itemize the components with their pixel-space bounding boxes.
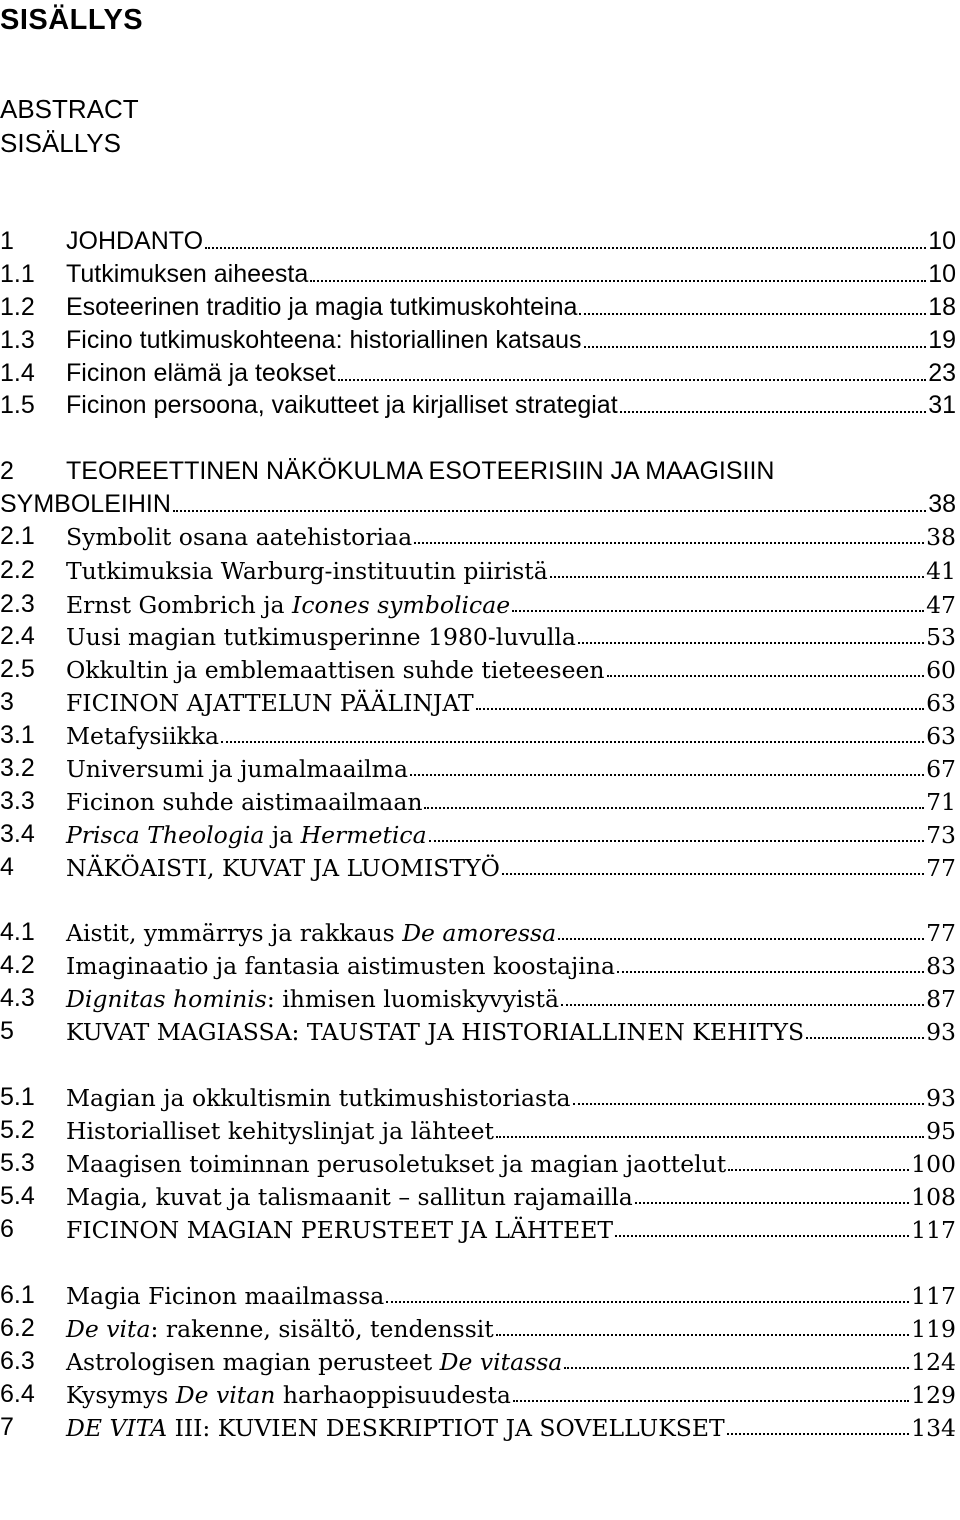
toc-dot-leader (584, 346, 927, 348)
toc-entry-page-number: 23 (928, 359, 956, 387)
toc-entry[interactable] (0, 914, 956, 947)
toc-entry-title (66, 623, 576, 651)
toc-entry-title-part: Uusi magian tutkimusperinne 1980-luvulla (66, 623, 576, 651)
toc-dot-leader (173, 510, 926, 512)
toc-entry-title-part: JOHDANTO (66, 227, 204, 255)
toc-entry-page-number: 71 (926, 788, 956, 816)
toc-entry-title-italic: De vita (66, 1315, 151, 1343)
toc-entry[interactable] (0, 223, 956, 256)
toc-entry-page-number: 19 (928, 326, 956, 354)
toc-entry-number: 5.3 (0, 1149, 35, 1177)
toc-entry[interactable] (0, 1409, 956, 1442)
toc-entry-page-number: 60 (926, 656, 956, 684)
toc-entry-title-part: NÄKÖAISTI, KUVAT JA LUOMISTYÖ (66, 854, 500, 882)
toc-dot-leader (410, 774, 924, 776)
toc-entry-title (66, 457, 774, 486)
toc-entry-number: 6.1 (0, 1281, 35, 1309)
toc-entry[interactable] (0, 750, 956, 783)
toc-dot-leader (727, 1433, 909, 1435)
toc-entry-title-part: Magia Ficinon maailmassa (66, 1282, 385, 1310)
toc-entry-page-number: 95 (926, 1117, 956, 1145)
toc-dot-leader (338, 379, 927, 381)
toc-entry-title (66, 854, 500, 882)
toc-entry-page-number: 63 (926, 689, 956, 717)
toc-entry[interactable] (0, 980, 956, 1013)
toc-entry-title-part: Symbolit osana aatehistoriaa (66, 523, 413, 551)
toc-entry-title-part: Imaginaatio ja fantasia aistimusten koostajina (66, 952, 615, 980)
toc-entry-title (66, 391, 618, 420)
toc-entry-number: 6.2 (0, 1314, 35, 1342)
toc-entry-title (66, 1018, 804, 1046)
toc-entry[interactable] (0, 355, 956, 388)
toc-entry-page-number: 10 (928, 227, 956, 255)
toc-entry-title (66, 722, 219, 750)
toc-entry-number: 3.1 (0, 721, 35, 749)
toc-entry-title (66, 656, 605, 684)
toc-entry-title (66, 1315, 494, 1343)
toc-entry-title (66, 1216, 613, 1244)
toc-entry-title-part: Universumi ja jumalmaailma (66, 755, 408, 783)
toc-entry-number: 6.4 (0, 1380, 35, 1408)
toc-entry-page-number: 124 (911, 1348, 956, 1376)
toc-entry[interactable] (0, 1145, 956, 1178)
toc-entry[interactable] (0, 618, 956, 651)
toc-entry-title-part: Maagisen toiminnan perusoletukset ja magian jaottelut (66, 1150, 727, 1178)
toc-dot-leader (386, 1301, 909, 1303)
toc-entry[interactable] (0, 1343, 956, 1376)
toc-dot-leader (564, 1367, 909, 1369)
front-matter-abstract: ABSTRACT (0, 94, 139, 124)
toc-entry-title (66, 919, 556, 947)
toc-entry[interactable] (0, 1310, 956, 1343)
toc-entry-page-number: 47 (926, 591, 956, 619)
toc-entry[interactable] (0, 552, 956, 585)
toc-entry-title-part: Esoteerinen traditio ja magia tutkimuskohteina (66, 293, 578, 321)
toc-entry-title (66, 260, 308, 289)
toc-dot-leader (561, 1004, 924, 1006)
toc-entry-number: 4 (0, 853, 14, 881)
toc-entry-title-part: Metafysiikka (66, 722, 219, 750)
toc-dot-leader (512, 610, 924, 612)
toc-entry-page-number: 129 (911, 1381, 956, 1409)
toc-entry-number: 6.3 (0, 1347, 35, 1375)
toc-entry-title-italic: DE VITA (66, 1414, 168, 1442)
toc-dot-leader (310, 280, 926, 282)
toc-entry-page-number: 77 (926, 919, 956, 947)
toc-dot-leader (806, 1037, 924, 1039)
toc-entry-number: 2 (0, 457, 14, 485)
toc-dot-leader (573, 1103, 925, 1105)
toc-entry-title (66, 821, 427, 849)
toc-entry-title-part: Ernst Gombrich ja (66, 591, 293, 619)
toc-entry-number: 1.3 (0, 326, 35, 354)
toc-entry[interactable] (0, 453, 956, 486)
toc-entry[interactable] (0, 849, 956, 882)
toc-entry-title-italic: Icones symbolicae (292, 591, 511, 619)
toc-entry-title-part: Ficinon persoona, vaikutteet ja kirjalliset strategiat (66, 391, 618, 419)
toc-entry-page-number: 10 (928, 260, 956, 288)
toc-entry[interactable] (0, 322, 956, 355)
toc-dot-leader (476, 708, 924, 710)
toc-entry-title (66, 1282, 384, 1310)
toc-dot-leader (496, 1334, 909, 1336)
toc-dot-leader (205, 247, 926, 249)
toc-entry-title-part: Magia, kuvat ja talismaanit – sallitun rajamailla (66, 1183, 633, 1211)
toc-entry-title-part: ja (264, 821, 301, 849)
toc-entry-number: 3 (0, 688, 14, 716)
toc-entry[interactable] (0, 518, 956, 551)
toc-entry-number: 2.1 (0, 522, 35, 550)
toc-entry-title-part: Ficinon elämä ja teokset (66, 359, 336, 387)
toc-entry-title-italic: Dignitas hominis (66, 985, 267, 1013)
toc-entry[interactable] (0, 1178, 956, 1211)
toc-entry-number: 1 (0, 227, 14, 255)
toc-entry-number: 1.4 (0, 359, 35, 387)
toc-entry[interactable] (0, 1211, 956, 1244)
toc-entry[interactable] (0, 387, 956, 420)
toc-entry-title-part: Astrologisen magian perusteet (66, 1348, 440, 1376)
toc-entry-title (66, 359, 336, 388)
toc-entry-number: 7 (0, 1413, 14, 1441)
toc-entry[interactable] (0, 651, 956, 684)
toc-dot-leader (513, 1400, 909, 1402)
toc-dot-leader (607, 675, 925, 677)
toc-entry-number: 2.4 (0, 622, 35, 650)
toc-dot-leader (414, 542, 924, 544)
toc-entry-title-italic: Hermetica (300, 821, 427, 849)
toc-dot-leader (424, 807, 924, 809)
toc-entry-page-number: 93 (926, 1018, 956, 1046)
toc-entry-title-part: Magian ja okkultismin tutkimushistoriasta (66, 1084, 571, 1112)
toc-entry-title-italic: Prisca Theologia (66, 821, 265, 849)
toc-entry[interactable] (0, 717, 956, 750)
page-title: SISÄLLYS (0, 4, 144, 36)
toc-entry-title (66, 523, 412, 551)
toc-entry-title (66, 1084, 571, 1112)
toc-entry-title-italic: De amoressa (402, 919, 557, 947)
toc-dot-leader (617, 971, 924, 973)
toc-entry-page-number: 38 (926, 523, 956, 551)
toc-dot-leader (615, 1235, 909, 1237)
toc-dot-leader (502, 873, 924, 875)
toc-entry-number: 4.1 (0, 918, 35, 946)
toc-entry-page-number: 108 (911, 1183, 956, 1211)
toc-entry-title (66, 293, 577, 322)
toc-entry[interactable] (0, 816, 956, 849)
toc-entry[interactable] (0, 1079, 956, 1112)
toc-entry-page-number: 119 (911, 1315, 956, 1343)
toc-entry-page-number: 38 (928, 490, 956, 518)
toc-entry-title (66, 591, 510, 619)
toc-entry-number: 6 (0, 1215, 14, 1243)
toc-entry-number: 5 (0, 1017, 14, 1045)
toc-entry-title-part: FICINON MAGIAN PERUSTEET JA LÄHTEET (66, 1216, 614, 1244)
toc-entry[interactable] (0, 783, 956, 816)
toc-entry-number: 5.4 (0, 1182, 35, 1210)
toc-entry-title-part: KUVAT MAGIASSA: TAUSTAT JA HISTORIALLINEN KEHITYS (66, 1018, 805, 1046)
toc-entry-number: 2.2 (0, 556, 35, 584)
toc-entry[interactable] (0, 1112, 956, 1145)
toc-entry-title (66, 788, 422, 816)
toc-dot-leader (620, 411, 927, 413)
toc-entry-title-part: SYMBOLEIHIN (0, 490, 171, 518)
toc-entry-page-number: 87 (926, 985, 956, 1013)
toc-entry-title (66, 227, 203, 256)
toc-entry-page-number: 134 (911, 1414, 956, 1442)
toc-entry-number: 1.2 (0, 293, 35, 321)
toc-entry-title-part: III: KUVIEN DESKRIPTIOT JA SOVELLUKSET (167, 1414, 725, 1442)
toc-entry-title (66, 1183, 633, 1211)
toc-dot-leader (578, 642, 924, 644)
toc-entry-title-part: Tutkimuksen aiheesta (66, 260, 309, 288)
toc-entry-page-number: 53 (926, 623, 956, 651)
toc-entry-page-number: 100 (911, 1150, 956, 1178)
toc-dot-leader (429, 840, 925, 842)
toc-entry-number: 2.5 (0, 655, 35, 683)
toc-entry-number: 3.4 (0, 820, 35, 848)
toc-entry[interactable] (0, 486, 956, 519)
toc-entry-title (66, 557, 548, 585)
toc-entry[interactable] (0, 256, 956, 289)
toc-entry-title-part: TEOREETTINEN NÄKÖKULMA ESOTEERISIIN JA MAAGISIIN (66, 457, 775, 485)
toc-entry[interactable] (0, 289, 956, 322)
toc-entry-page-number: 18 (928, 293, 956, 321)
toc-entry-title-part: Historialliset kehityslinjat ja lähteet (66, 1117, 494, 1145)
toc-entry-number: 3.2 (0, 754, 35, 782)
toc-entry[interactable] (0, 1013, 956, 1046)
toc-entry-title (66, 1414, 725, 1442)
toc-entry-title-part: Ficinon suhde aistimaailmaan (66, 788, 423, 816)
toc-dot-leader (635, 1202, 909, 1204)
toc-entry-title (66, 985, 559, 1013)
toc-entry-number: 5.1 (0, 1083, 35, 1111)
toc-entry[interactable] (0, 1376, 956, 1409)
toc-entry-page-number: 63 (926, 722, 956, 750)
toc-entry-title-part: : ihmisen luomiskyvyistä (266, 985, 560, 1013)
toc-entry-number: 1.5 (0, 391, 35, 419)
toc-entry-number: 2.3 (0, 590, 35, 618)
toc-entry-page-number: 73 (926, 821, 956, 849)
toc-entry-title (66, 1150, 726, 1178)
toc-entry[interactable] (0, 684, 956, 717)
toc-entry[interactable] (0, 586, 956, 619)
toc-entry[interactable] (0, 947, 956, 980)
toc-entry-page-number: 31 (928, 391, 956, 419)
toc-entry-title-italic: De vitassa (439, 1348, 563, 1376)
toc-entry-page-number: 41 (926, 557, 956, 585)
toc-dot-leader (558, 938, 924, 940)
toc-entry-title-part: Tutkimuksia Warburg-instituutin piiristä (66, 557, 548, 585)
toc-dot-leader (728, 1169, 909, 1171)
toc-dot-leader (221, 741, 924, 743)
toc-entry-page-number: 117 (911, 1282, 956, 1310)
toc-entry-title (66, 1348, 562, 1376)
toc-entry-number: 4.2 (0, 951, 35, 979)
toc-entry-title (66, 689, 474, 717)
toc-entry-page-number: 83 (926, 952, 956, 980)
toc-dot-leader (496, 1136, 924, 1138)
toc-entry-title-part: : rakenne, sisältö, tendenssit (150, 1315, 494, 1343)
toc-entry-page-number: 67 (926, 755, 956, 783)
toc-entry[interactable] (0, 1277, 956, 1310)
toc-entry-title (66, 326, 582, 355)
toc-entry-number: 1.1 (0, 260, 35, 288)
toc-entry-title-part: Okkultin ja emblemaattisen suhde tieteeseen (66, 656, 605, 684)
toc-dot-leader (550, 576, 924, 578)
toc-entry-title-part: FICINON AJATTELUN PÄÄLINJAT (66, 689, 474, 717)
toc-entry-page-number: 77 (926, 854, 956, 882)
toc-entry-title-italic: De vitan (175, 1381, 276, 1409)
toc-entry-title (0, 490, 171, 519)
toc-entry-page-number: 117 (911, 1216, 956, 1244)
toc-entry-title (66, 755, 408, 783)
toc-entry-number: 5.2 (0, 1116, 35, 1144)
toc-entry-number: 4.3 (0, 984, 35, 1012)
toc-entry-title (66, 952, 615, 980)
toc-dot-leader (579, 313, 926, 315)
toc-entry-title (66, 1117, 494, 1145)
toc-entry-number: 3.3 (0, 787, 35, 815)
toc-entry-title-part: Aistit, ymmärrys ja rakkaus (66, 919, 403, 947)
toc-entry-title-part: Ficino tutkimuskohteena: historiallinen katsaus (66, 326, 582, 354)
toc-entry-title-part: harhaoppisuudesta (275, 1381, 511, 1409)
toc-entry-title (66, 1381, 511, 1409)
toc-entry-title-part: Kysymys (66, 1381, 176, 1409)
front-matter-contents: SISÄLLYS (0, 128, 121, 158)
toc-entry-page-number: 93 (926, 1084, 956, 1112)
